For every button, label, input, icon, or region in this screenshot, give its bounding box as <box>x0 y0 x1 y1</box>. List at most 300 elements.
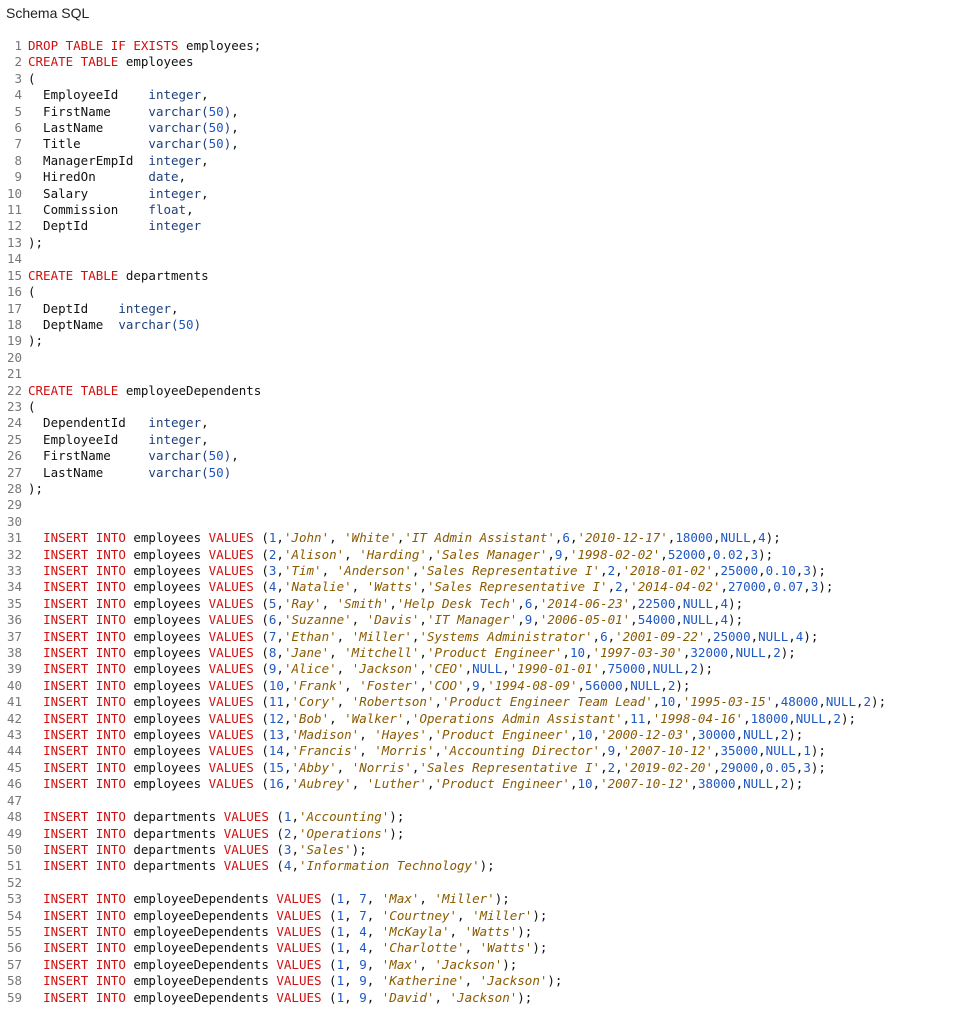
code-token: 'Foster' <box>359 677 420 693</box>
code-token: , <box>773 776 781 792</box>
code-line <box>0 186 963 202</box>
line-number: 5 <box>14 103 22 119</box>
code-token: , <box>426 546 435 562</box>
code-token: INSERT INTO <box>43 825 126 841</box>
code-token: varchar( <box>148 120 209 136</box>
code-token: , <box>404 710 412 726</box>
code-token: , <box>231 448 239 464</box>
code-line <box>0 694 963 710</box>
code-token: , <box>630 612 638 628</box>
code-token: 'Sales Representative I' <box>419 759 601 775</box>
code-token: 1 <box>336 989 345 1005</box>
code-token: 9 <box>524 612 533 628</box>
line-number: 49 <box>6 825 22 841</box>
code-token: 2 <box>833 710 841 726</box>
code-token: 'Watts' <box>464 923 518 939</box>
code-token: 3 <box>803 563 811 578</box>
code-line <box>0 629 963 645</box>
code-token: , <box>615 759 623 775</box>
code-token: employees; <box>178 38 262 53</box>
code-token: , <box>554 530 563 546</box>
code-token: , <box>464 940 480 956</box>
code-token: 2 <box>283 825 292 841</box>
code-token: VALUES <box>208 645 254 661</box>
code-token: ); <box>788 776 804 792</box>
code-token: , <box>171 300 179 316</box>
code-token: 'Accounting' <box>298 809 390 825</box>
code-token: 2 <box>615 579 623 595</box>
code-token: , <box>291 841 299 857</box>
code-token: integer <box>148 152 202 168</box>
line-number: 45 <box>6 759 22 775</box>
line-number: 48 <box>6 809 22 825</box>
code-token: 'Abby' <box>291 759 337 775</box>
code-token: employees <box>125 661 209 677</box>
line-number: 56 <box>6 940 22 956</box>
code-token: , <box>359 743 375 759</box>
code-token: 0.07 <box>773 579 804 595</box>
line-number: 17 <box>6 300 22 316</box>
code-token: ( <box>253 661 269 677</box>
code-token: INSERT INTO <box>43 923 126 939</box>
code-token: Title <box>28 136 149 152</box>
code-token: , <box>773 727 781 743</box>
code-token: INSERT INTO <box>43 727 126 743</box>
line-number: 50 <box>6 841 22 857</box>
code-token: ); <box>871 694 887 710</box>
code-token: 'Information Technology' <box>298 858 480 874</box>
code-token: 'Sales' <box>298 841 352 857</box>
code-token: 7 <box>268 628 277 644</box>
code-token: '2001-09-22' <box>615 628 706 644</box>
code-token: VALUES <box>208 776 254 792</box>
code-line <box>0 760 963 776</box>
code-token: , <box>622 710 631 726</box>
line-number: 46 <box>6 776 22 792</box>
code-token: , <box>705 546 713 562</box>
code-token: 'Sales Representative I' <box>426 579 608 595</box>
code-token: , <box>276 563 284 578</box>
code-token: , <box>562 645 570 661</box>
code-token: , <box>329 530 345 546</box>
code-token: , <box>231 120 239 136</box>
code-line <box>0 317 963 333</box>
code-token: NULL <box>743 727 774 743</box>
code-token: , <box>276 546 284 562</box>
code-token: 'Walker' <box>344 710 405 726</box>
code-token: , <box>283 727 292 743</box>
code-token: departments <box>125 825 224 841</box>
line-number: 43 <box>6 727 22 743</box>
code-token: , <box>765 645 774 661</box>
code-token: ) <box>223 448 232 464</box>
code-token: 4 <box>758 530 766 546</box>
line-number: 51 <box>6 858 22 874</box>
code-token: 'Max' <box>381 956 420 972</box>
code-token: 'Harding' <box>359 546 427 562</box>
code-token: , <box>457 907 473 923</box>
code-line <box>0 842 963 858</box>
line-number: 44 <box>6 743 22 759</box>
code-token: employees <box>125 595 209 611</box>
code-token: NULL <box>743 776 774 792</box>
code-token: employees <box>125 710 209 726</box>
code-token: 'Courtney' <box>381 907 458 923</box>
code-token: 1 <box>336 956 345 972</box>
code-token: , <box>389 595 397 611</box>
code-token: NULL <box>825 694 856 710</box>
code-line <box>0 596 963 612</box>
code-token: ); <box>697 661 714 677</box>
code-token: 15 <box>268 759 284 775</box>
code-token: , <box>592 628 601 644</box>
code-token: 11 <box>268 694 284 710</box>
code-token: LastName <box>28 120 149 136</box>
code-token: , <box>344 907 360 923</box>
code-token <box>28 547 43 562</box>
line-number: 1 <box>14 38 22 53</box>
line-number: 24 <box>6 415 22 431</box>
code-token: , <box>712 743 721 759</box>
code-token: 27000 <box>728 579 766 595</box>
code-token: CREATE TABLE <box>28 382 119 398</box>
code-token: INSERT INTO <box>43 563 126 578</box>
code-line <box>0 301 963 317</box>
code-token: , <box>645 661 653 677</box>
code-token: FirstName <box>28 103 149 119</box>
code-token: VALUES <box>208 595 254 611</box>
code-token: employeeDependents <box>125 989 277 1005</box>
code-token: 'Alice' <box>283 661 337 677</box>
code-token: integer <box>118 300 171 316</box>
code-token: 'Ethan' <box>283 628 337 644</box>
code-token: , <box>201 415 209 431</box>
code-token: 22500 <box>637 595 676 611</box>
code-line <box>0 54 963 70</box>
code-token: ) <box>193 316 202 332</box>
code-token: ); <box>28 333 44 349</box>
page-title: Schema SQL <box>6 5 90 21</box>
code-token: 10 <box>577 776 593 792</box>
code-token: ( <box>253 546 269 562</box>
code-token: ) <box>223 120 232 136</box>
code-token <box>28 629 43 644</box>
code-token: 3 <box>268 563 277 578</box>
code-token: 6 <box>268 612 277 628</box>
code-token: '2007-10-12' <box>600 776 691 792</box>
code-token: VALUES <box>223 809 269 825</box>
code-token: 'Frank' <box>291 677 345 693</box>
code-token: varchar( <box>148 464 209 480</box>
code-token: , <box>276 612 284 628</box>
code-token: , <box>600 759 608 775</box>
code-token: DeptId <box>28 218 149 234</box>
code-token: 2 <box>607 563 616 578</box>
code-token: , <box>600 743 608 759</box>
code-token: 7 <box>359 891 367 907</box>
line-number: 13 <box>6 234 22 250</box>
code-token: NULL <box>758 628 789 644</box>
code-token: NULL <box>652 661 683 677</box>
code-token: 2 <box>667 677 676 693</box>
code-token <box>28 727 43 742</box>
code-token: , <box>344 677 360 693</box>
code-token: INSERT INTO <box>43 661 126 677</box>
code-token: 14 <box>268 743 284 759</box>
code-token: integer <box>148 185 202 201</box>
code-token: , <box>366 956 382 972</box>
code-line <box>0 645 963 661</box>
code-line <box>0 333 963 349</box>
code-token: , <box>675 612 683 628</box>
code-token: 4 <box>720 612 729 628</box>
code-token: ( <box>253 612 269 628</box>
code-token: 35000 <box>720 743 759 759</box>
code-line <box>0 350 963 366</box>
code-token: , <box>449 923 465 939</box>
code-token: NULL <box>735 645 766 661</box>
code-token: CREATE TABLE <box>28 54 119 70</box>
code-token: , <box>329 710 345 726</box>
line-number: 26 <box>6 448 22 464</box>
code-line <box>0 218 963 234</box>
code-token: employees <box>118 54 194 70</box>
code-token: 'Watts' <box>366 579 420 595</box>
code-line <box>0 87 963 103</box>
line-number: 58 <box>6 973 22 989</box>
code-token: 4 <box>795 628 804 644</box>
code-token: DROP TABLE IF EXISTS <box>28 38 179 53</box>
code-token: ( <box>268 858 284 874</box>
code-token: 10 <box>577 727 593 743</box>
code-line <box>0 711 963 727</box>
code-token: 5 <box>268 595 277 611</box>
code-token: , <box>788 628 796 644</box>
code-token: 30000 <box>697 727 736 743</box>
code-token: , <box>592 727 601 743</box>
line-number: 40 <box>6 677 22 693</box>
code-token: 'Natalie' <box>283 579 352 595</box>
code-token: 1 <box>336 907 345 923</box>
code-token <box>28 596 43 611</box>
line-number: 31 <box>6 530 22 546</box>
code-line <box>0 104 963 120</box>
code-token: ); <box>502 956 518 972</box>
code-token: 'Miller' <box>351 628 412 644</box>
code-token: , <box>344 546 360 562</box>
code-token: employeeDependents <box>125 956 277 972</box>
code-token: , <box>336 694 352 710</box>
code-token: FirstName <box>28 448 149 464</box>
code-token: departments <box>118 267 209 283</box>
code-token: , <box>359 727 375 743</box>
code-token: 18000 <box>675 530 713 546</box>
line-number: 36 <box>6 612 22 628</box>
code-token: VALUES <box>223 858 269 874</box>
code-token: , <box>434 694 443 710</box>
code-token: VALUES <box>208 710 254 726</box>
code-token: , <box>532 612 540 628</box>
code-token: ); <box>28 234 44 250</box>
code-token: ) <box>223 103 232 119</box>
code-token: , <box>419 579 427 595</box>
code-token: 'Francis' <box>291 743 360 759</box>
code-token: , <box>712 612 721 628</box>
code-token: '2007-10-12' <box>622 743 713 759</box>
code-token: , <box>291 809 299 825</box>
line-number: 57 <box>6 956 22 972</box>
code-token: INSERT INTO <box>43 677 126 693</box>
code-token <box>28 661 43 676</box>
code-token: ); <box>389 825 405 841</box>
code-token: 1 <box>336 923 345 939</box>
code-token: , <box>825 710 834 726</box>
code-token: 0.10 <box>765 563 796 578</box>
code-token <box>28 990 43 1005</box>
code-token: , <box>276 661 284 677</box>
code-token: VALUES <box>276 973 322 989</box>
code-token: , <box>750 530 759 546</box>
code-token: employees <box>125 530 209 546</box>
code-token: VALUES <box>208 530 254 546</box>
line-number: 23 <box>6 398 22 414</box>
code-line <box>0 776 963 792</box>
code-token: , <box>366 907 382 923</box>
code-token: 'Product Engineer Team Lead' <box>442 694 653 710</box>
code-token: 18000 <box>750 710 789 726</box>
code-token: , <box>411 563 420 578</box>
code-token: 54000 <box>637 612 676 628</box>
code-line <box>0 284 963 300</box>
code-token: 25000 <box>712 628 751 644</box>
code-token: , <box>419 645 427 661</box>
line-number: 55 <box>6 923 22 939</box>
line-number: 12 <box>6 218 22 234</box>
code-token: INSERT INTO <box>43 973 126 989</box>
code-line <box>0 990 963 1006</box>
code-token: ( <box>28 70 36 86</box>
code-token: varchar( <box>148 136 209 152</box>
code-token <box>28 579 43 594</box>
code-token: ); <box>810 563 826 578</box>
code-token: 'IT Admin Assistant' <box>404 530 555 546</box>
code-token: ( <box>321 973 337 989</box>
code-token: 'Luther' <box>366 776 427 792</box>
code-token: ); <box>728 612 744 628</box>
sql-code-block[interactable] <box>0 38 963 1006</box>
code-token: VALUES <box>208 612 254 628</box>
code-token: , <box>366 940 382 956</box>
code-token: VALUES <box>208 694 254 710</box>
code-token: , <box>675 595 683 611</box>
code-token: ( <box>253 645 269 661</box>
code-token: 10 <box>268 677 284 693</box>
code-token: employees <box>125 546 209 562</box>
code-token: , <box>600 661 608 677</box>
code-token: '2014-06-23' <box>539 595 631 611</box>
code-token: , <box>600 563 608 578</box>
code-token: , <box>336 759 352 775</box>
code-token: 32000 <box>690 645 729 661</box>
line-number: 37 <box>6 628 22 644</box>
code-line <box>0 120 963 136</box>
code-token: employeeDependents <box>125 891 277 907</box>
code-token: , <box>577 677 586 693</box>
code-token: VALUES <box>208 628 254 644</box>
code-token: 9 <box>359 989 367 1005</box>
code-token: , <box>712 759 721 775</box>
code-token: 1 <box>283 809 292 825</box>
line-number: 2 <box>14 54 22 70</box>
code-token: 'Charlotte' <box>381 940 465 956</box>
code-token: VALUES <box>276 956 322 972</box>
code-line <box>0 891 963 907</box>
code-token: employees <box>125 677 209 693</box>
code-token: , <box>818 694 826 710</box>
code-token: ( <box>321 956 337 972</box>
code-token: 'McKayla' <box>381 923 450 939</box>
code-token: DeptName <box>28 316 119 332</box>
code-token: INSERT INTO <box>43 956 126 972</box>
code-token: ( <box>253 727 269 743</box>
code-token: ( <box>321 989 337 1005</box>
code-token: '2014-04-02' <box>630 579 721 595</box>
code-token: employees <box>125 628 209 644</box>
code-token: VALUES <box>223 841 269 857</box>
code-token: , <box>344 956 360 972</box>
code-token: INSERT INTO <box>43 694 126 710</box>
code-line <box>0 858 963 874</box>
line-number: 25 <box>6 431 22 447</box>
code-token: , <box>344 989 360 1005</box>
code-token: , <box>411 628 420 644</box>
code-token: ); <box>758 546 774 562</box>
code-token: 'Jackson' <box>351 661 420 677</box>
code-token: VALUES <box>276 989 322 1005</box>
code-token: ); <box>532 940 548 956</box>
code-token: ( <box>28 284 36 300</box>
code-token: 50 <box>178 316 194 332</box>
code-token: ( <box>253 759 269 775</box>
line-number: 47 <box>6 792 22 808</box>
code-token: ); <box>517 923 533 939</box>
code-token: ( <box>253 563 269 578</box>
line-number: 52 <box>6 874 22 890</box>
line-number: 54 <box>6 907 22 923</box>
line-number: 34 <box>6 579 22 595</box>
code-token: , <box>675 694 683 710</box>
code-token: , <box>283 759 292 775</box>
code-line <box>0 826 963 842</box>
code-token: NULL <box>682 595 713 611</box>
line-number: 39 <box>6 661 22 677</box>
code-token: , <box>630 595 638 611</box>
code-token: 0.02 <box>712 546 744 562</box>
code-token <box>28 973 43 988</box>
code-line <box>0 743 963 759</box>
code-token: 50 <box>208 448 224 464</box>
code-token: , <box>645 710 653 726</box>
code-token: 'IT Manager' <box>426 612 518 628</box>
code-token <box>28 924 43 939</box>
code-token: , <box>622 579 631 595</box>
code-token: , <box>720 579 729 595</box>
code-token: , <box>419 661 427 677</box>
code-token: 'Norris' <box>351 759 412 775</box>
code-token: , <box>419 891 435 907</box>
code-token: , <box>419 677 427 693</box>
code-token: ); <box>351 841 367 857</box>
